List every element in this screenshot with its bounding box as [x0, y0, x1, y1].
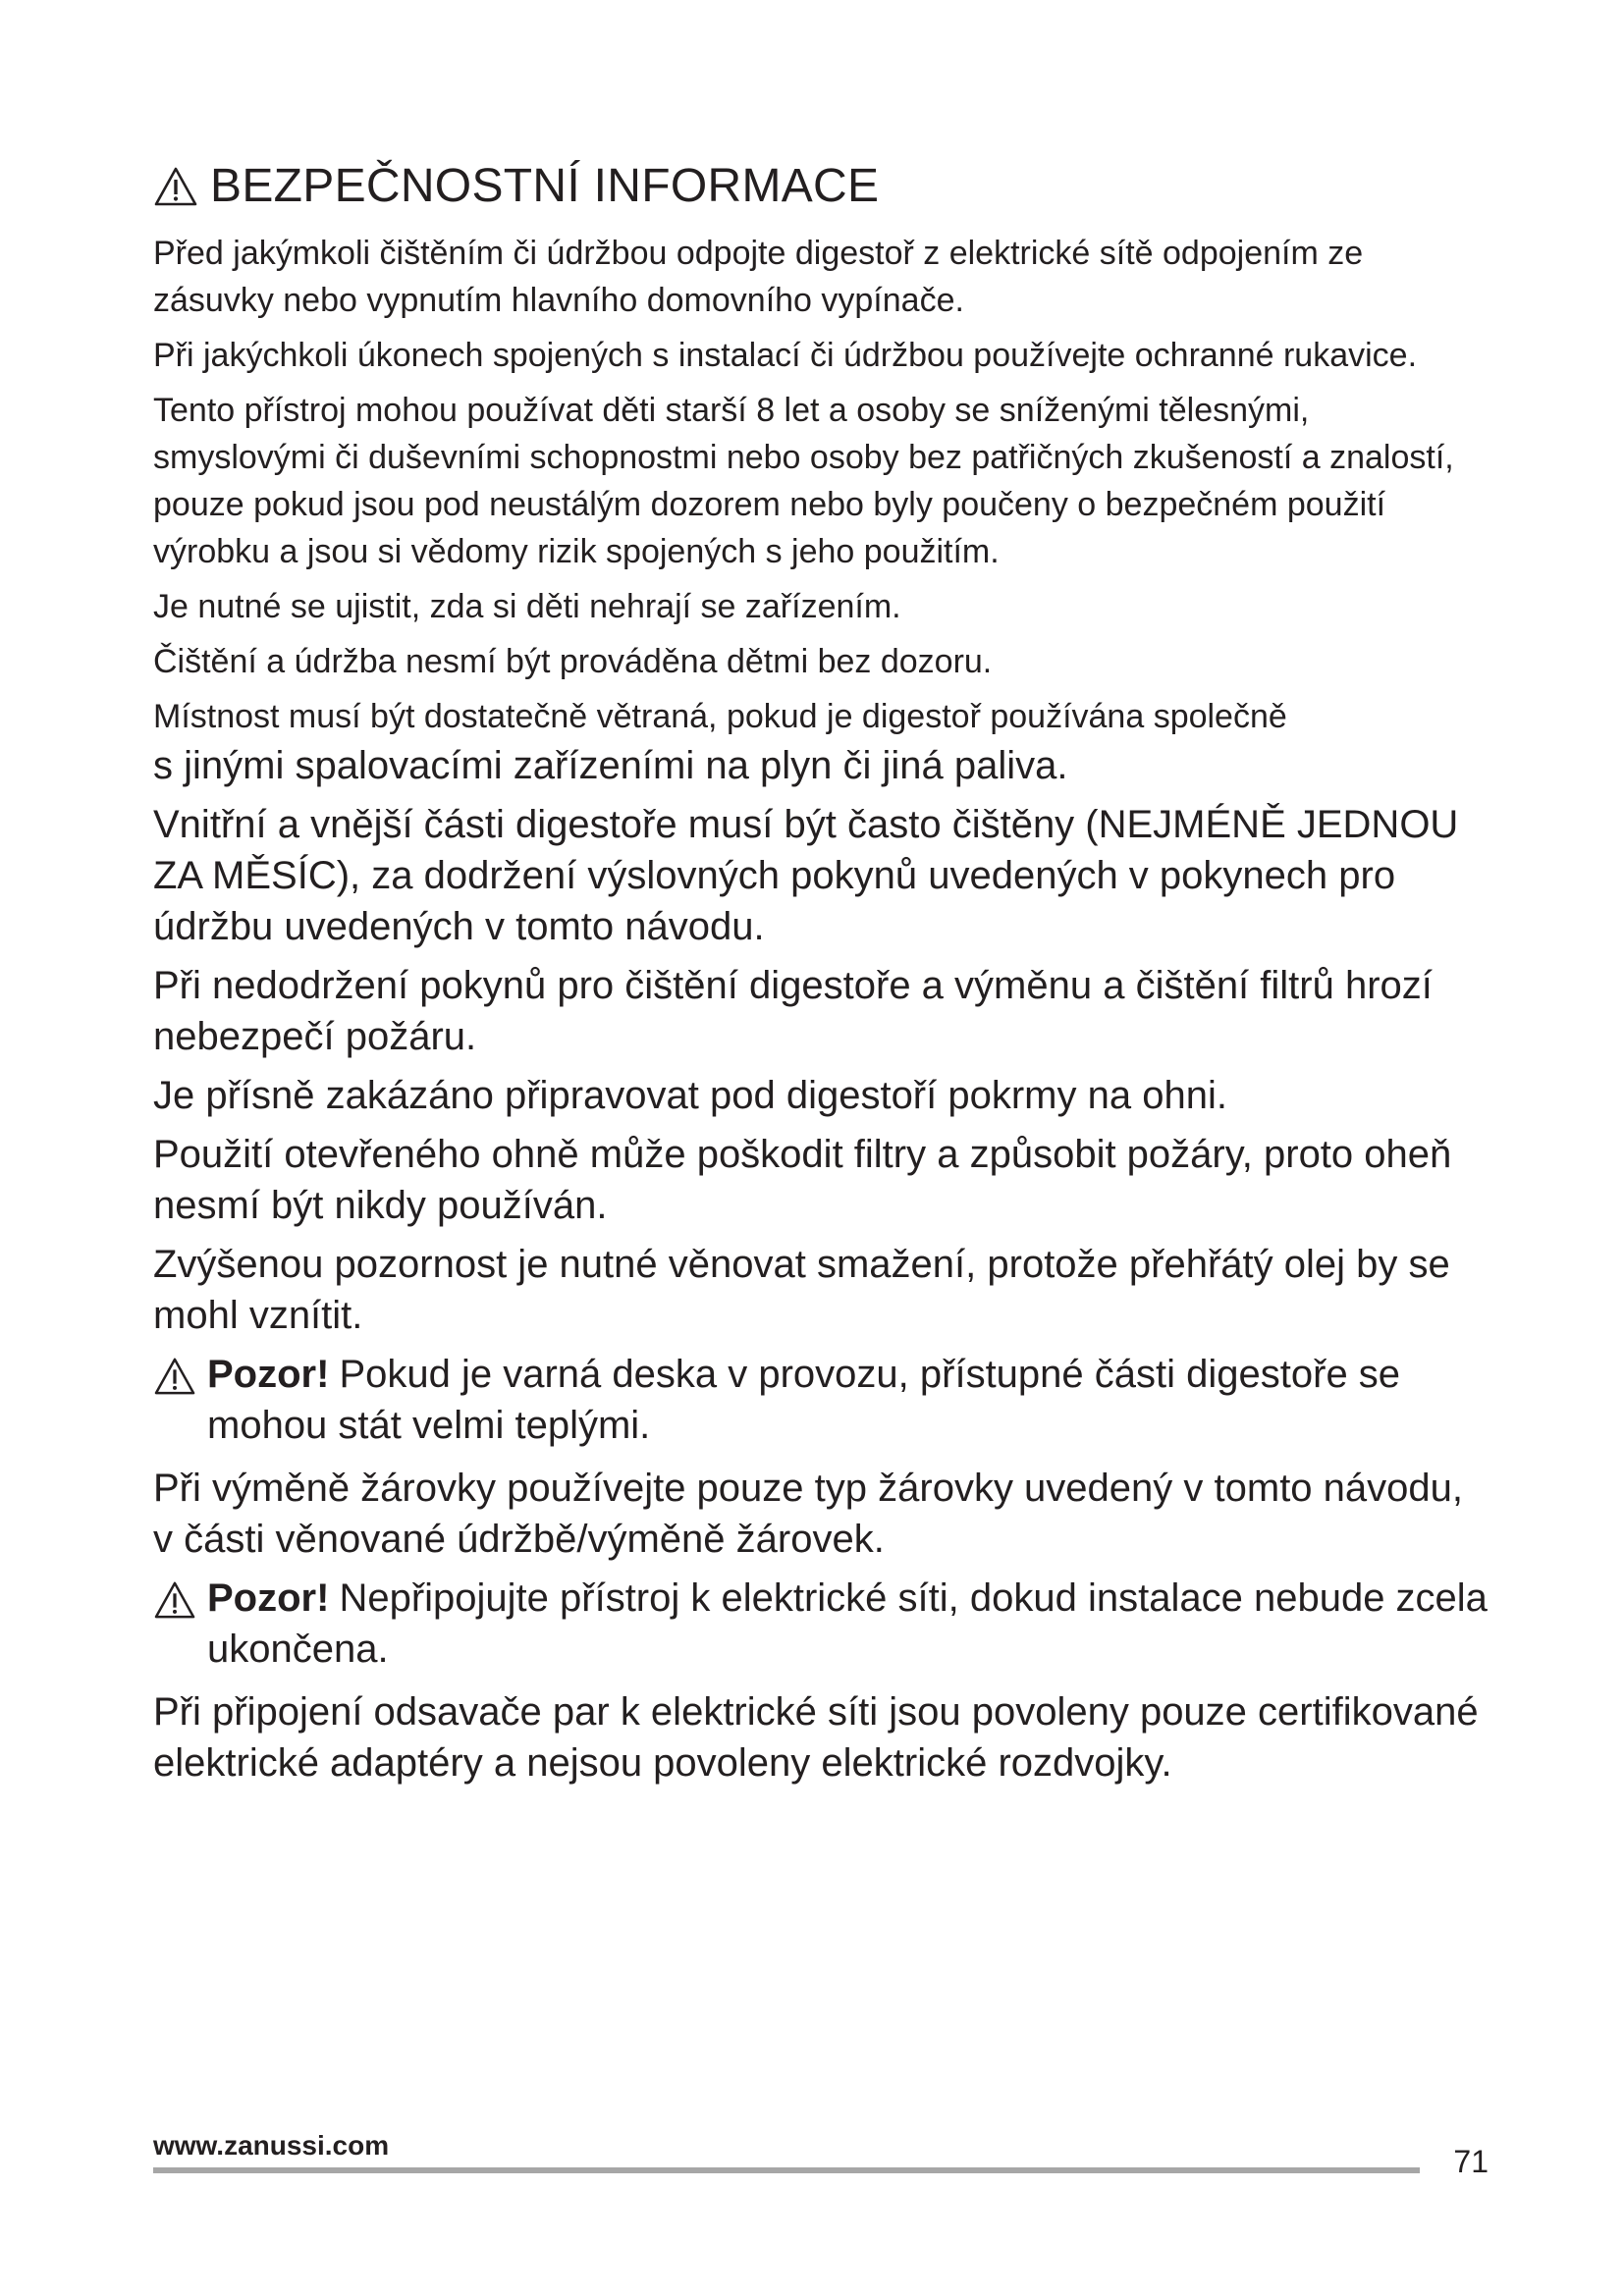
- warning-label: Pozor!: [207, 1353, 330, 1396]
- website-link[interactable]: www.zanussi.com: [153, 2130, 390, 2161]
- warning-triangle-icon: [153, 1357, 196, 1396]
- section-title: BEZPEČNOSTNÍ INFORMACE: [210, 160, 880, 212]
- warning-text: Pokud je varná deska v provozu, přístupné části digestoře se mohou stát velmi teplými.: [207, 1353, 1401, 1447]
- paragraph-cleaning-frequency: Vnitřní a vnější části digestoře musí být často čištěny (NEJMÉNĚ JEDNOU ZA MĚSÍC), za dodržení výslovných pokynů uvedených v pokynech pro údržbu uvedených v tomto návodu.: [153, 803, 1459, 948]
- paragraph-open-flame: Použití otevřeného ohně může poškodit filtry a způsobit požáry, proto oheň nesmí být nikdy používán.: [153, 1133, 1452, 1227]
- warning-triangle-icon: [153, 1580, 196, 1620]
- paragraph-fire-risk: Při nedodržení pokynů pro čištění digestoře a výměnu a čištění filtrů hrozí nebezpečí požáru.: [153, 964, 1433, 1058]
- ventilation-line-2: s jinými spalovacími zařízeními na plyn či jiná paliva.: [153, 744, 1068, 787]
- ventilation-line-1: Místnost musí být dostatečně větraná, pokud je digestoř používána společně: [153, 698, 1287, 735]
- page-number: 71: [1453, 2144, 1489, 2179]
- warning-label: Pozor!: [207, 1576, 330, 1620]
- paragraph-ventilation: [153, 693, 1489, 791]
- paragraph-no-flambe: Je přísně zakázáno připravovat pod digestoří pokrmy na ohni.: [153, 1074, 1227, 1117]
- warning-hot-parts: [153, 1349, 1489, 1451]
- paragraph-bulb-replacement: Při výměně žárovky používejte pouze typ žárovky uvedený v tomto návodu, v části věnované údržbě/výměně žárovek.: [153, 1467, 1464, 1561]
- document-page: [153, 157, 1489, 1796]
- paragraph-adapters: Při připojení odsavače par k elektrické síti jsou povoleny pouze certifikované elektrické adaptéry a nejsou povoleny elektrické rozdvojky.: [153, 1690, 1479, 1785]
- paragraph-children-play: Je nutné se ujistit, zda si děti nehrají se zařízením.: [153, 588, 901, 625]
- paragraph-gloves: Při jakýchkoli úkonech spojených s instalací či údržbou používejte ochranné rukavice.: [153, 337, 1418, 374]
- paragraph-disconnect: Před jakýmkoli čištěním či údržbou odpojte digestoř z elektrické sítě odpojením ze zásuvky nebo vypnutím hlavního domovního vypínače.: [153, 235, 1364, 319]
- section-heading: [153, 157, 1489, 216]
- paragraph-children-usage: Tento přístroj mohou používat děti starší 8 let a osoby se sníženými tělesnými, smyslovými či duševními schopnostmi nebo osoby bez patřičných zkušeností a znalostí, pouze pokud jsou pod neustálým dozorem nebo byly poučeny o bezpečném použití výrobku a jsou si vědomy rizik spojených s jeho použitím.: [153, 392, 1454, 570]
- footer-divider: [153, 2167, 1420, 2173]
- paragraph-cleaning-supervision: Čištění a údržba nesmí být prováděna dětmi bez dozoru.: [153, 643, 993, 680]
- page-footer: [153, 2130, 1489, 2189]
- warning-connect-after-install: [153, 1573, 1489, 1675]
- warning-text: Nepřipojujte přístroj k elektrické síti, dokud instalace nebude zcela ukončena.: [207, 1576, 1488, 1671]
- paragraph-frying: Zvýšenou pozornost je nutné věnovat smažení, protože přehřátý olej by se mohl vznítit.: [153, 1243, 1450, 1337]
- warning-triangle-icon: [153, 166, 198, 207]
